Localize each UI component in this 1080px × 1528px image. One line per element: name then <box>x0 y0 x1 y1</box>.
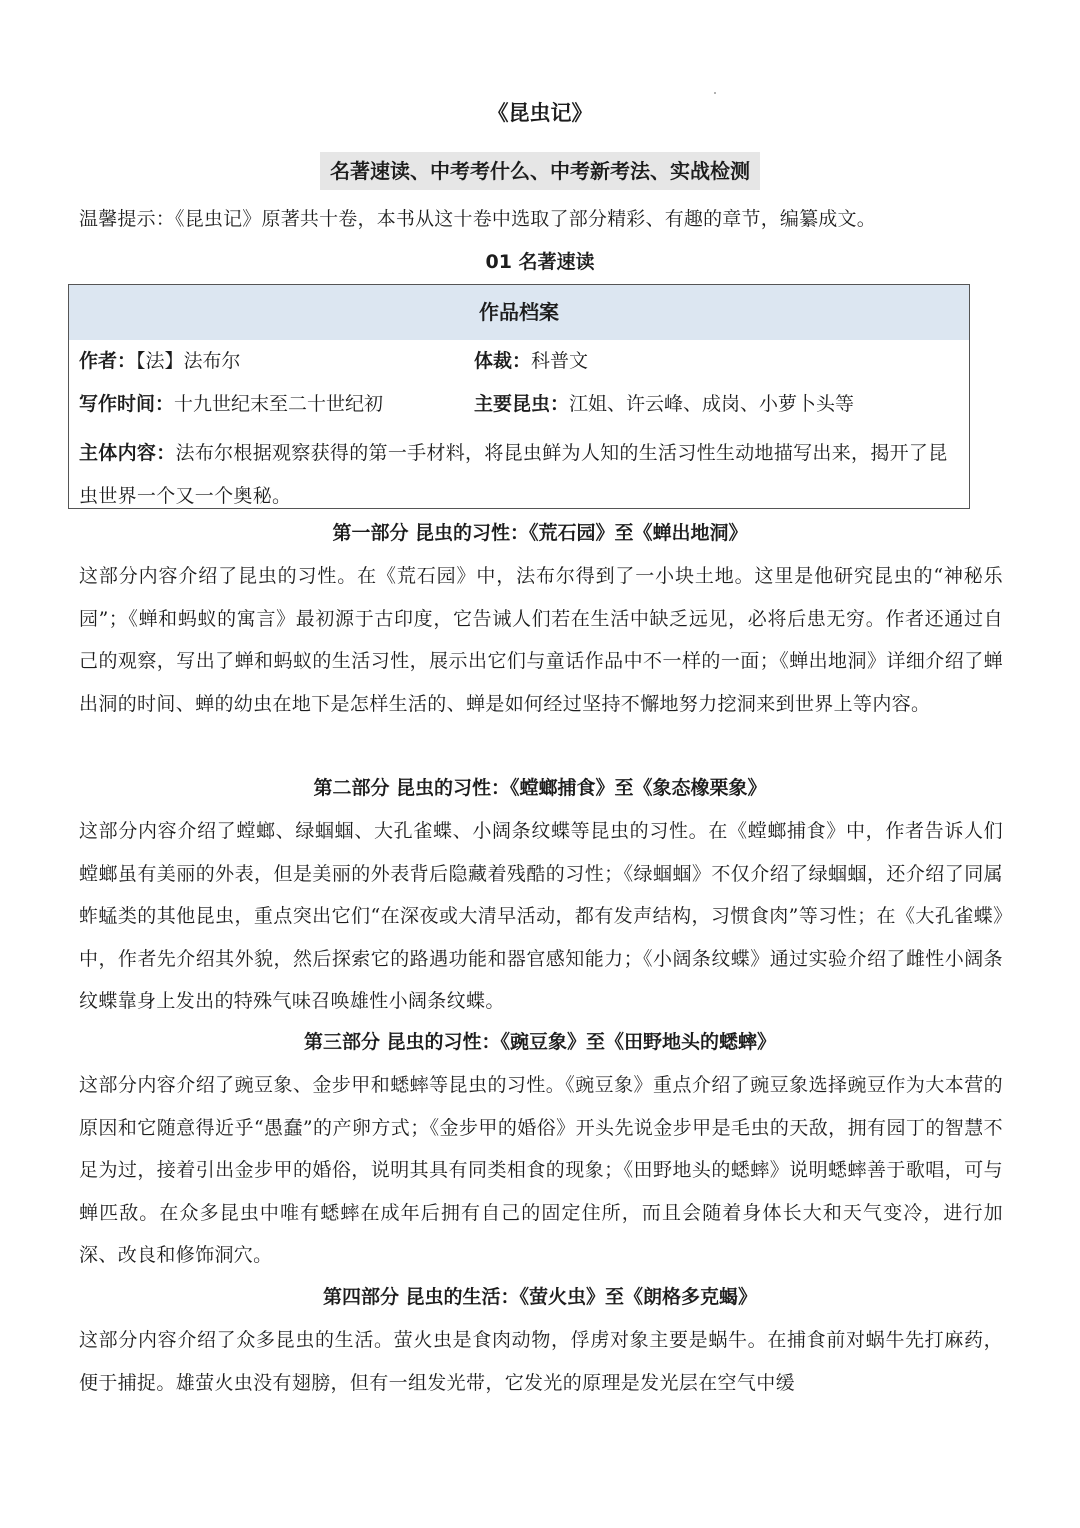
time-row <box>79 390 383 418</box>
part-4-title: 第四部分 昆虫的生活：《萤火虫》至《朗格多克蝎》 <box>322 1286 758 1308</box>
insects-value: 江姐、许云峰、成岗、小萝卜头等 <box>569 393 855 415</box>
document-title: 《昆虫记》 <box>487 101 593 125</box>
tip-text: 温馨提示：《昆虫记》原著共十卷，本书从这十卷中选取了部分精彩、有趣的章节，编纂成文。 <box>79 208 876 230</box>
genre-row <box>474 347 588 375</box>
content-label: 主体内容： <box>79 442 176 464</box>
part-4-text: 这部分内容介绍了众多昆虫的生活。萤火虫是食肉动物，俘虏对象主要是蜗牛。在捕食前对蜗牛先打麻药，便于捕捉。雄萤火虫没有翅膀，但有一组发光带，它发光的原理是发光层在空气中缓 <box>79 1329 1003 1394</box>
time-label: 写作时间： <box>79 393 175 415</box>
part-3-title: 第三部分 昆虫的习性：《豌豆象》至《田野地头的蟋蟀》 <box>303 1031 777 1053</box>
insects-row <box>474 390 854 418</box>
time-value: 十九世纪末至二十世纪初 <box>174 393 384 415</box>
genre-label: 体裁： <box>474 350 532 372</box>
part-3-text: 这部分内容介绍了豌豆象、金步甲和蟋蟀等昆虫的习性。《豌豆象》重点介绍了豌豆象选择豌豆作为大本营的原因和它随意得近乎“愚蠢”的产卵方式；《金步甲的婚俗》开头先说金步甲是毛虫的天敌，拥有园丁的智慧不足为过，接着引出金步甲的婚俗，说明其具有同类相食的现象；《田野地头的蟋蟀》说明蟋蟀善于歌唱，可与蝉匹敌。在众多昆虫中唯有蟋蟀在成年后拥有自己的固定住所，而且会随着身体长大和天气变冷，进行加深、改良和修饰洞穴。 <box>79 1074 1003 1266</box>
part-1-text: 这部分内容介绍了昆虫的习性。在《荒石园》中，法布尔得到了一小块土地。这里是他研究昆虫的“神秘乐园”；《蝉和蚂蚁的寓言》最初源于古印度，它告诫人们若在生活中缺乏远见，必将后患无穷。作者还通过自己的观察，写出了蝉和蚂蚁的生活习性，展示出它们与童话作品中不一样的一面；《蝉出地洞》详细介绍了蝉出洞的时间、蝉的幼虫在地下是怎样生活的、蝉是如何经过坚持不懈地努力挖洞来到世界上等内容。 <box>79 565 1003 715</box>
scan-speck <box>714 92 716 94</box>
part-1-title: 第一部分 昆虫的习性：《荒石园》至《蝉出地洞》 <box>332 522 748 544</box>
content-value: 法布尔根据观察获得的第一手材料，将昆虫鲜为人知的生活习性生动地描写出来，揭开了昆虫世界一个又一个奥秘。 <box>79 442 948 507</box>
part-2-title: 第二部分 昆虫的习性：《螳螂捕食》至《象态橡栗象》 <box>313 777 767 799</box>
content-row <box>79 432 963 518</box>
document-subtitle: 名著速读、中考考什么、中考新考法、实战检测 <box>320 152 760 190</box>
profile-heading: 作品档案 <box>69 285 969 340</box>
author-value: 【法】法布尔 <box>136 350 241 372</box>
profile-card <box>68 284 970 509</box>
part-2-text: 这部分内容介绍了螳螂、绿蝈蝈、大孔雀蝶、小阔条纹蝶等昆虫的习性。在《螳螂捕食》中，作者告诉人们螳螂虽有美丽的外表，但是美丽的外表背后隐藏着残酷的习性；《绿蝈蝈》不仅介绍了绿蝈蝈，还介绍了同属蚱蜢类的其他昆虫，重点突出它们“在深夜或大清早活动，都有发声结构，习惯食肉”等习性；在《大孔雀蝶》中，作者先介绍其外貌，然后探索它的路遇功能和器官感知能力；《小阔条纹蝶》通过实验介绍了雌性小阔条纹蝶靠身上发出的特殊气味召唤雄性小阔条纹蝶。 <box>79 820 1003 1012</box>
author-row <box>79 347 241 375</box>
subtitle-wrapper <box>0 152 1080 190</box>
insects-label: 主要昆虫： <box>474 393 570 415</box>
section-heading: 01 名著速读 <box>485 251 595 273</box>
genre-value: 科普文 <box>531 350 589 372</box>
author-label: 作者： <box>79 350 137 372</box>
